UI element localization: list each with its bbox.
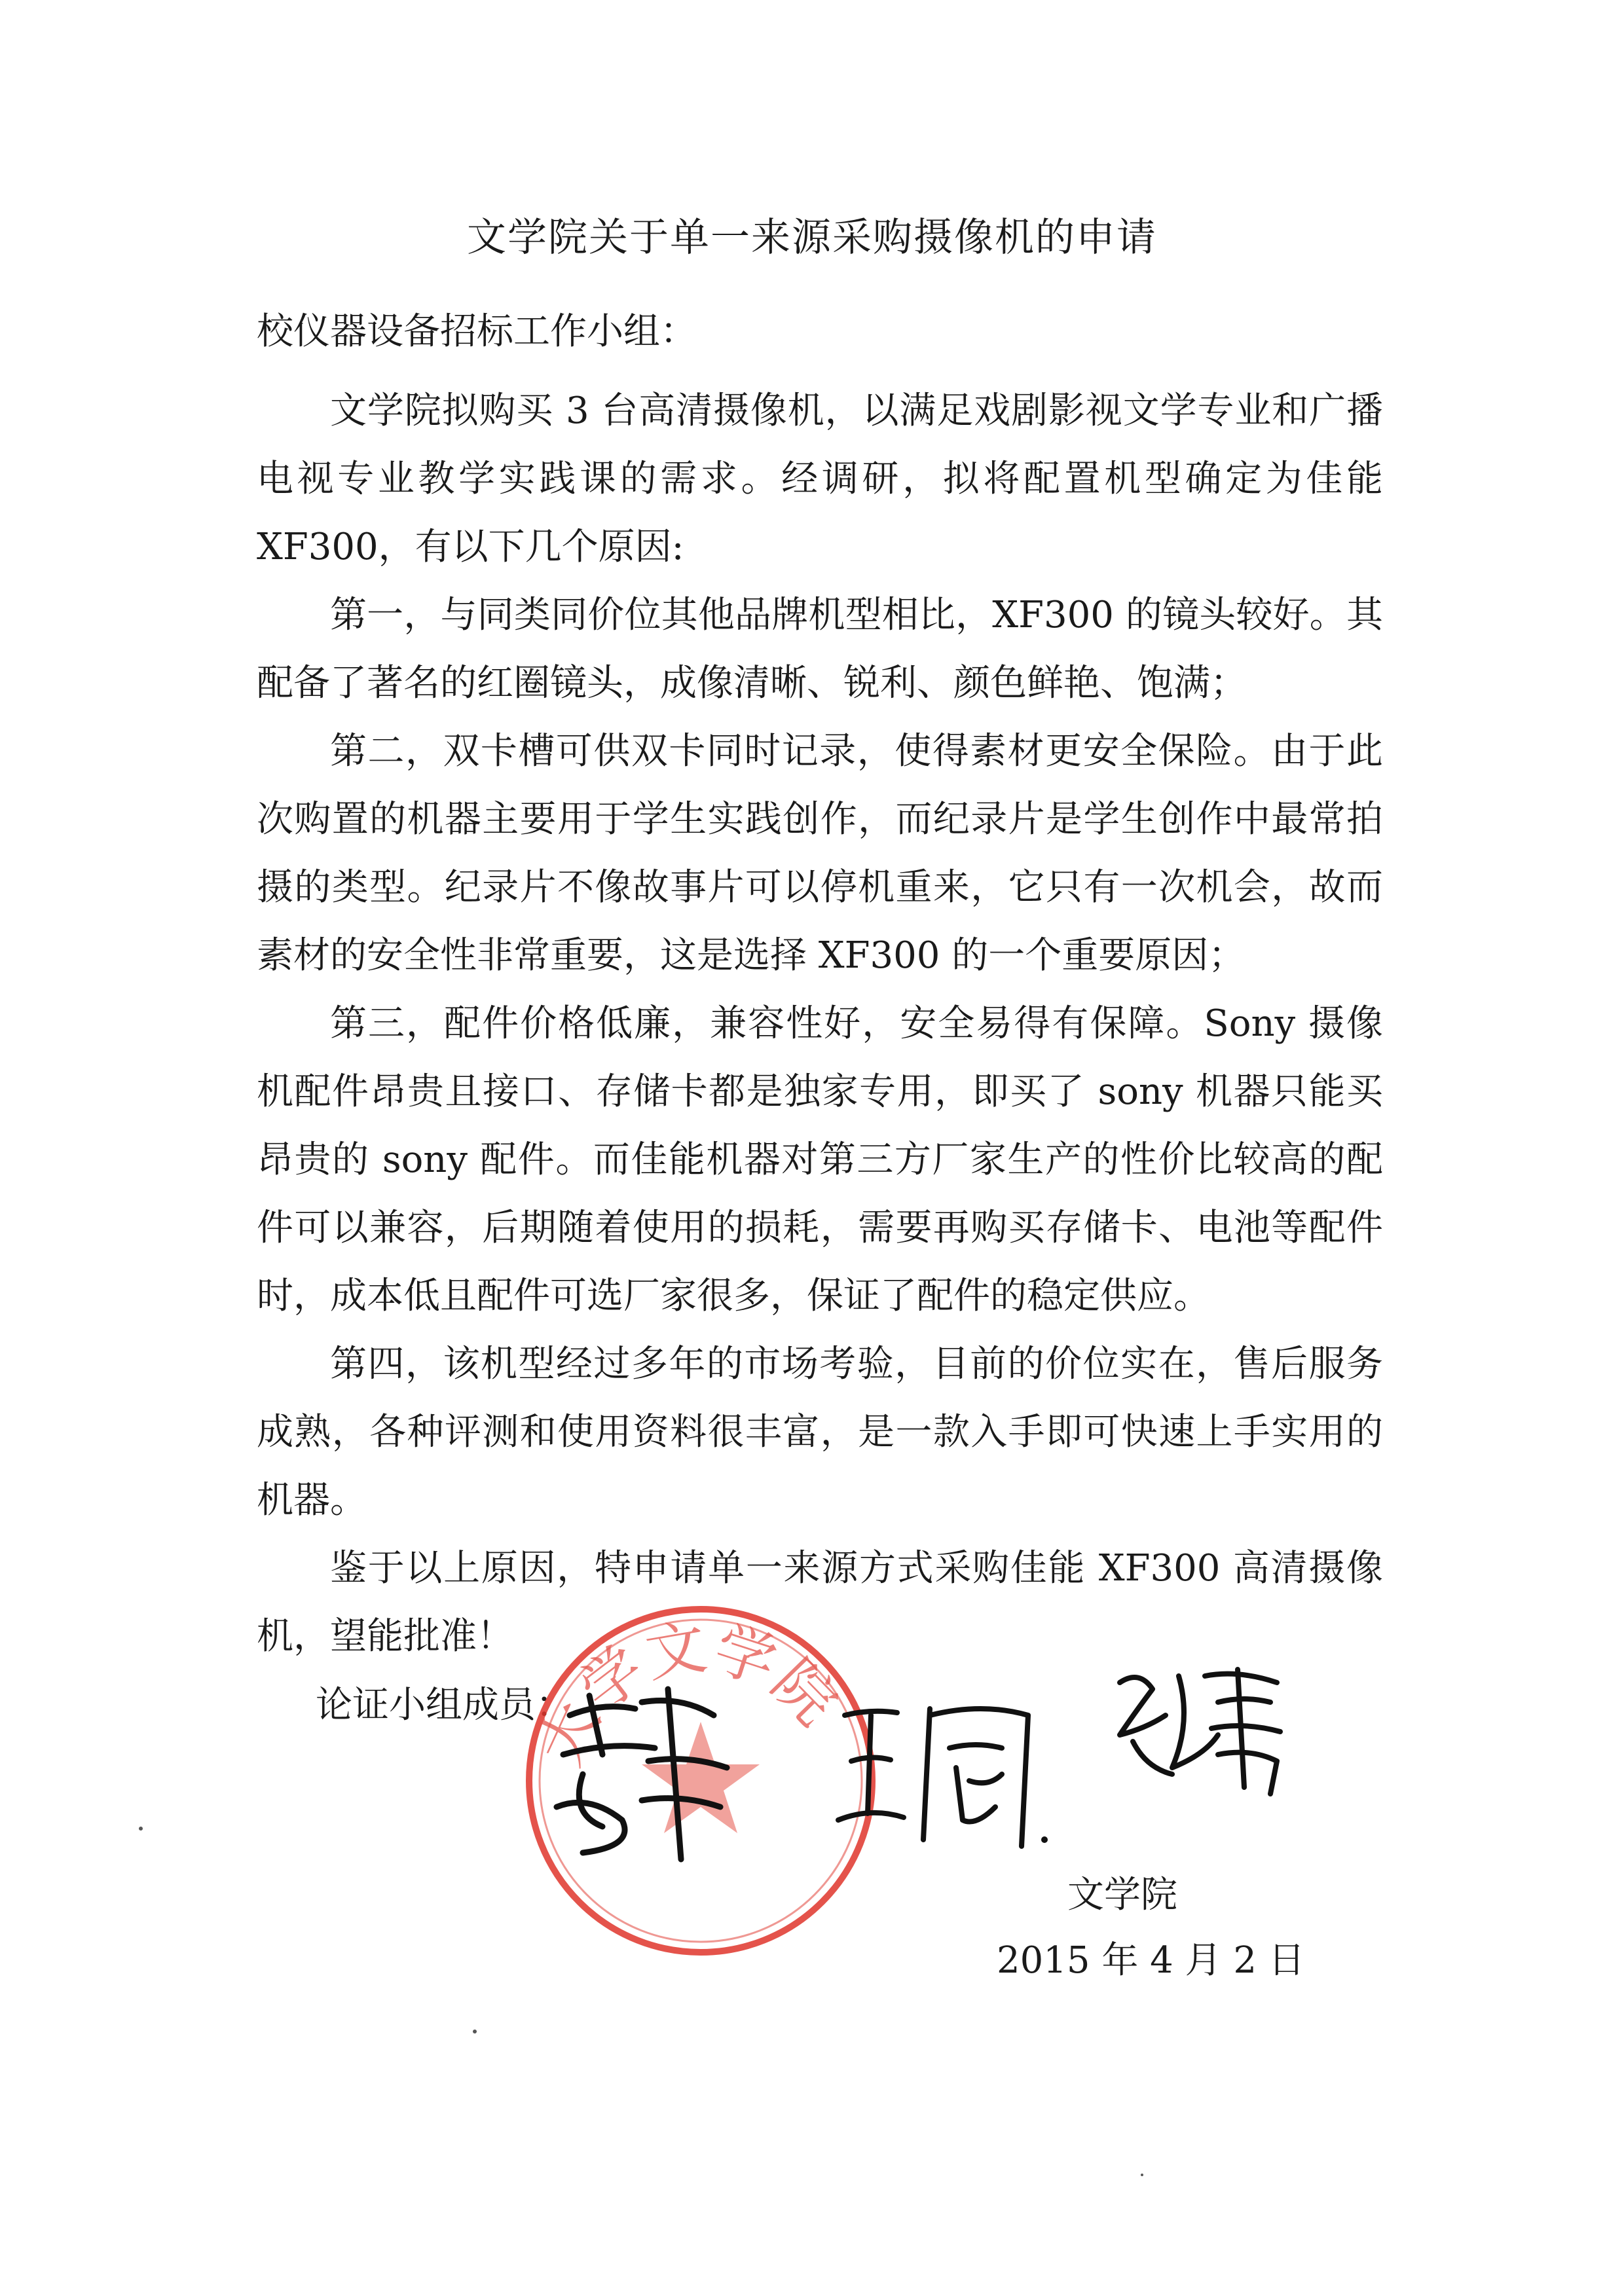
paragraph-reason-3: 第三，配件价格低廉，兼容性好，安全易得有保障。Sony 摄像机配件昂贵且接口、存储卡都是独家专用，即买了 sony 机器只能买昂贵的 sony 配件。而佳能机器对第三方厂家生产的性价比较高的配件可以兼容，后期随着使用的损耗，需要再购买存储卡、电池等配件时，成本低且配件可选厂家很多，保证了配件的稳定供应。 <box>257 1002 1383 1317</box>
signature-member-1 <box>544 1676 740 1872</box>
scan-speck <box>1141 2174 1143 2176</box>
paragraph-conclusion: 鉴于以上原因，特申请单一来源方式采购佳能 XF300 高清摄像机，望能批准！ <box>257 1547 1383 1658</box>
issuing-organization: 文学院 <box>1067 1874 1177 1916</box>
scan-speck <box>473 2030 477 2033</box>
members-label: 论证小组成员： <box>316 1684 572 1726</box>
signature-member-3 <box>1107 1656 1290 1800</box>
svg-text:大学文学院: 大学文学院 <box>524 1611 851 1776</box>
scan-speck <box>139 1827 143 1831</box>
document-title: 文学院关于单一来源采购摄像机的申请 <box>467 215 1157 261</box>
document-date: 2015 年 4 月 2 日 <box>997 1939 1305 1982</box>
signature-member-2 <box>832 1689 1054 1859</box>
paragraph-reason-4: 第四，该机型经过多年的市场考验，目前的价位实在，售后服务成熟，各种评测和使用资料很丰富，是一款入手即可快速上手实用的机器。 <box>257 1343 1383 1522</box>
salutation: 校仪器设备招标工作小组： <box>257 310 697 353</box>
paragraph-reason-2: 第二，双卡槽可供双卡同时记录，使得素材更安全保险。由于此次购置的机器主要用于学生实践创作，而纪录片是学生创作中最常拍摄的类型。纪录片不像故事片可以停机重来，它只有一次机会，故而素材的安全性非常重要，这是选择 XF300 的一个重要原因； <box>257 730 1383 977</box>
document-body <box>257 377 1383 1671</box>
paragraph-reason-1: 第一，与同类同价位其他品牌机型相比，XF300 的镜头较好。其配备了著名的红圈镜头，成像清晰、锐利、颜色鲜艳、饱满； <box>257 594 1383 704</box>
paragraph-intro: 文学院拟购买 3 台高清摄像机，以满足戏剧影视文学专业和广播电视专业教学实践课的需求。经调研，拟将配置机型确定为佳能 XF300，有以下几个原因: <box>257 390 1383 568</box>
